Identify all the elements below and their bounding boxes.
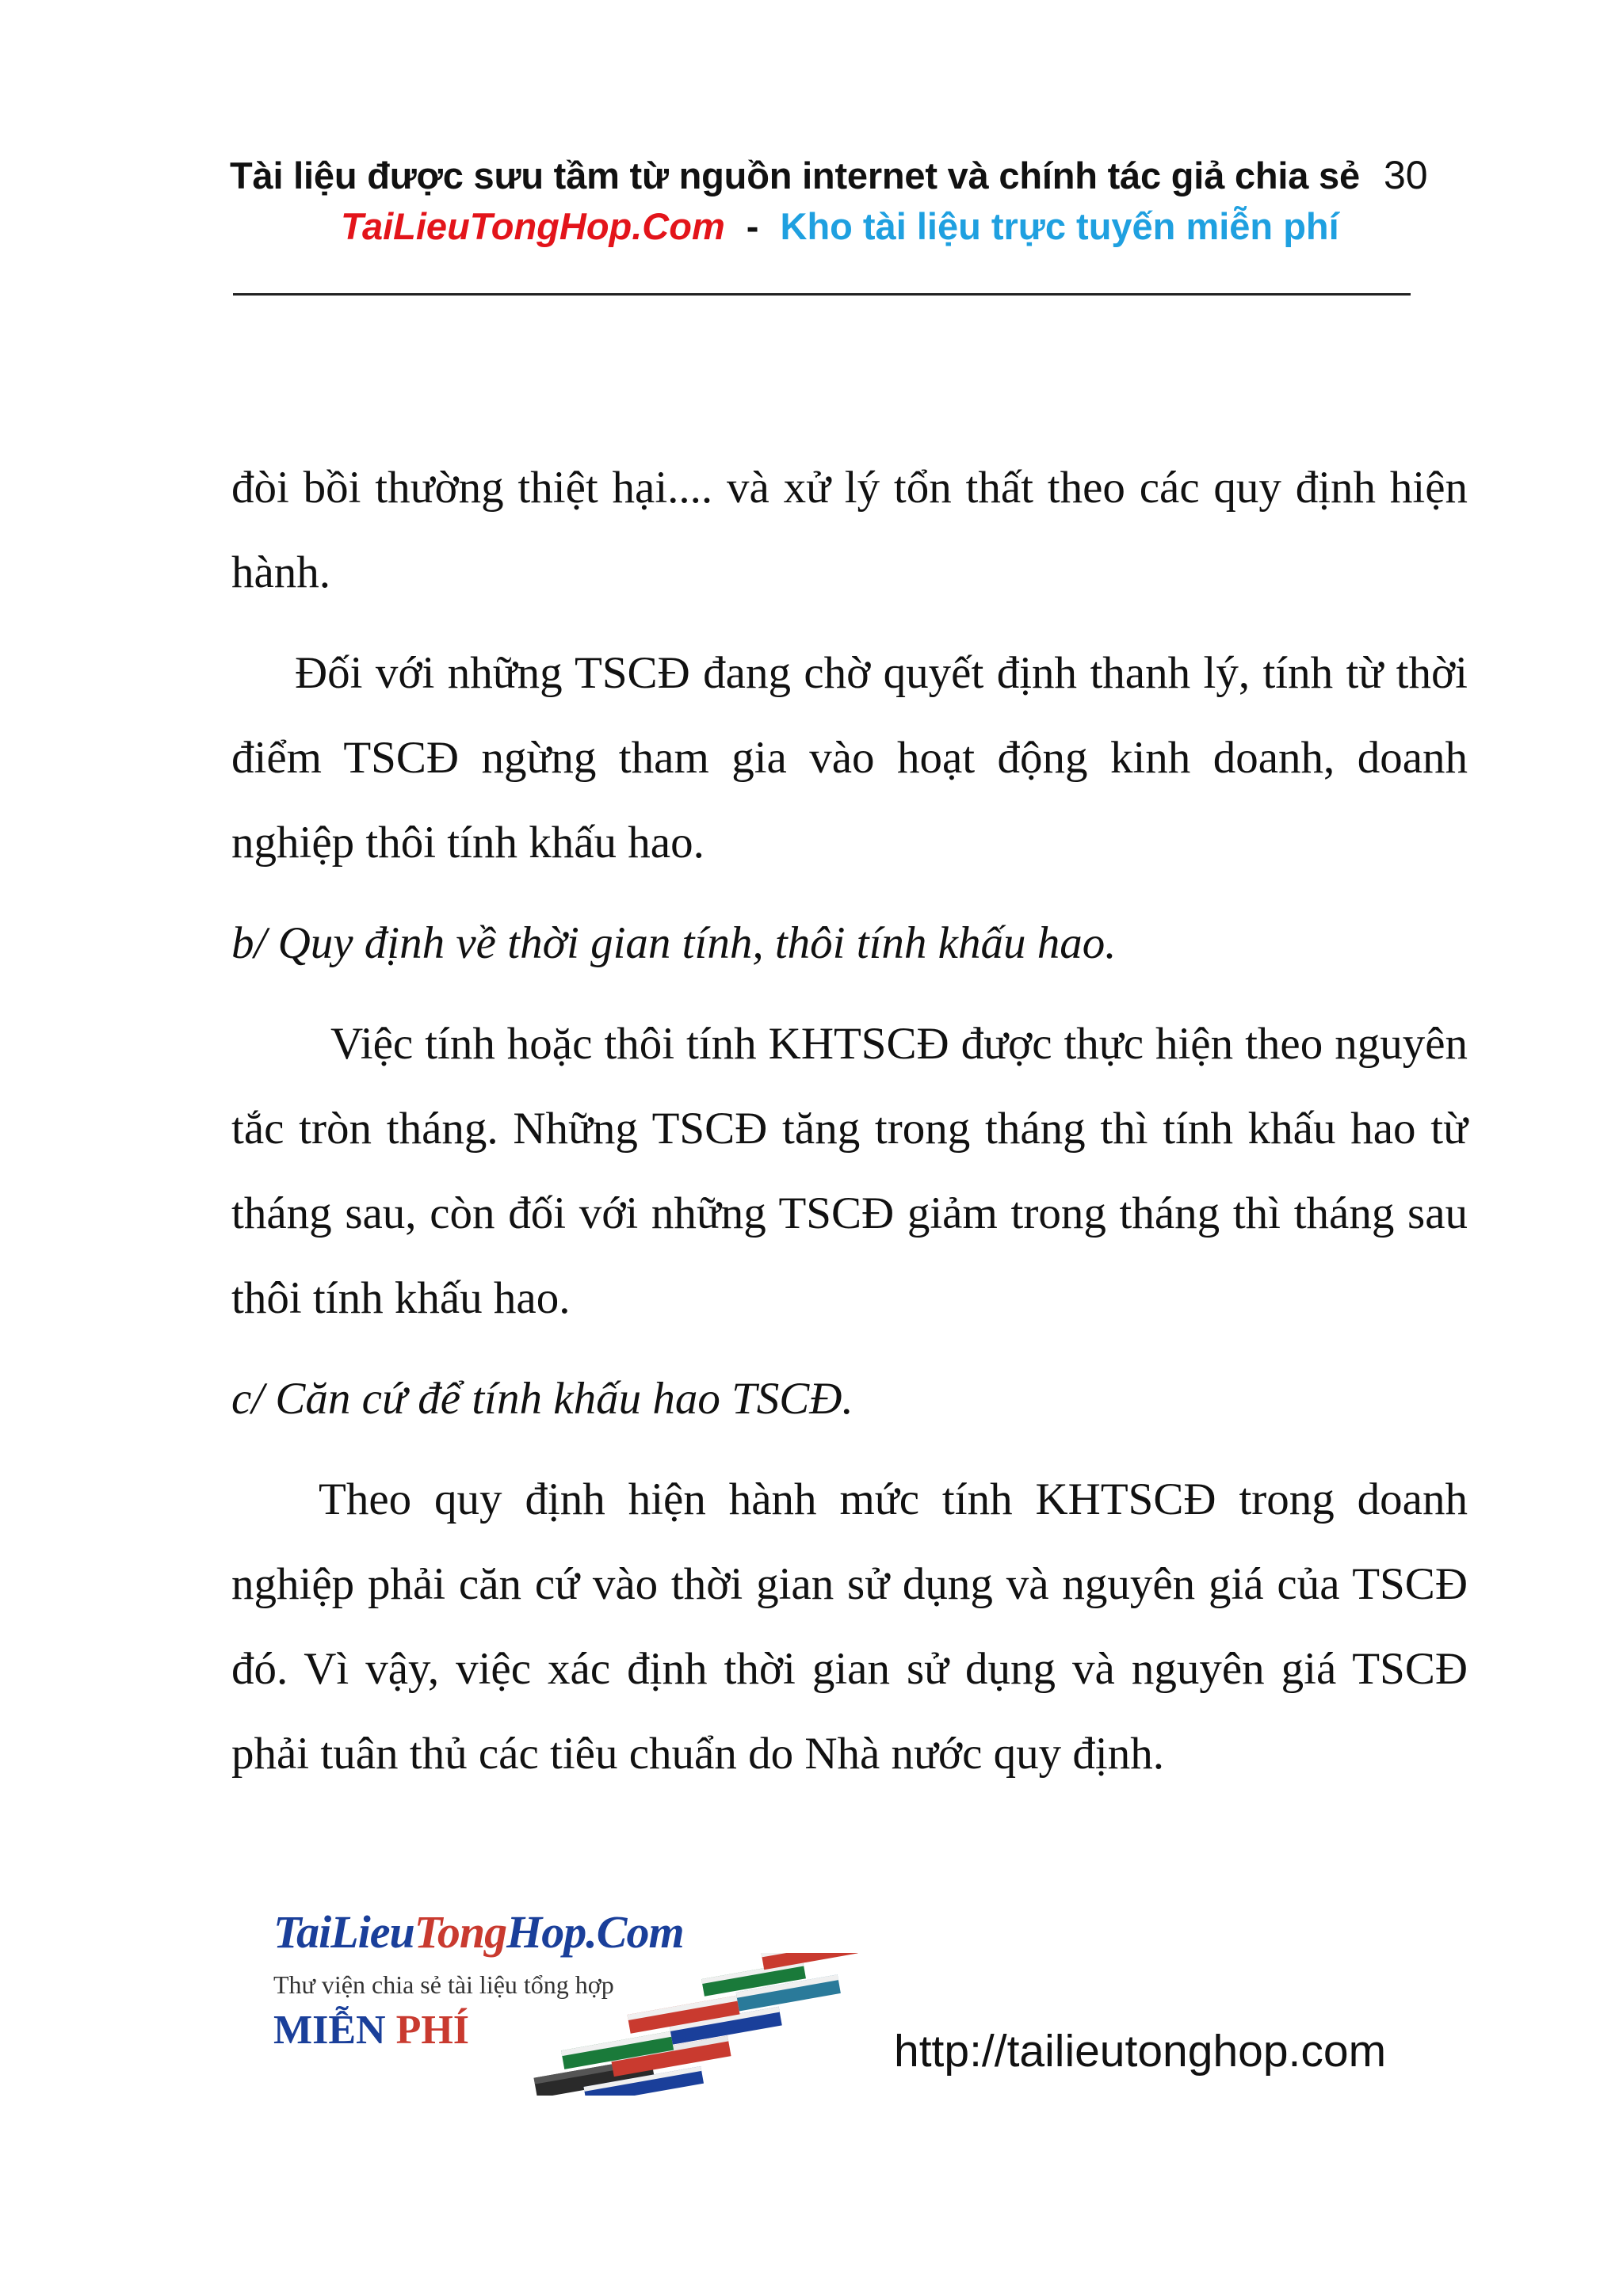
header-site-name: TaiLieuTongHop.Com xyxy=(341,205,725,247)
header-line-2 xyxy=(341,204,1482,248)
footer-url[interactable]: http://tailieutonghop.com xyxy=(894,2026,1387,2077)
header-line-1 xyxy=(230,152,1482,198)
paragraph-3: Việc tính hoặc thôi tính KHTSCĐ được thực hiện theo nguyên tắc tròn tháng. Những TSCĐ tăng trong tháng thì tính khấu hao từ tháng sau, còn đối với những TSCĐ giảm trong tháng thì tháng sau thôi tính khấu hao. xyxy=(231,1019,1468,1323)
section-heading-b: b/ Quy định về thời gian tính, thôi tính khấu hao. xyxy=(231,918,1117,968)
paragraph-2: Đối với những TSCĐ đang chờ quyết định thanh lý, tính từ thời điểm TSCĐ ngừng tham gia vào hoạt động kinh doanh, doanh nghiệp thôi tính khấu hao. xyxy=(231,648,1468,868)
header-separator: - xyxy=(746,205,759,247)
page-number: 30 xyxy=(1383,153,1428,197)
page-header xyxy=(230,152,1482,248)
logo-free-word-1: MIỄN xyxy=(273,2008,386,2053)
logo-text-part-1: TaiLieu xyxy=(273,1906,414,1958)
books-icon xyxy=(511,1953,892,2096)
header-divider xyxy=(233,293,1411,296)
logo-text-part-3: Hop.Com xyxy=(506,1906,684,1958)
header-tagline: Kho tài liệu trực tuyến miễn phí xyxy=(780,205,1339,247)
section-heading-c: c/ Căn cứ để tính khấu hao TSCĐ. xyxy=(231,1374,854,1424)
paragraph-4: Theo quy định hiện hành mức tính KHTSCĐ trong doanh nghiệp phải căn cứ vào thời gian sử dụng và nguyên giá của TSCĐ đó. Vì vậy, việc xác định thời gian sử dụng và nguyên giá TSCĐ phải tuân thủ các tiêu chuẩn do Nhà nước quy định. xyxy=(231,1474,1468,1779)
site-logo xyxy=(273,1905,892,2088)
logo-text-part-2: Tong xyxy=(414,1906,507,1958)
logo-subtitle: Thư viện chia sẻ tài liệu tổng hợp xyxy=(273,1970,614,1999)
logo-title xyxy=(273,1905,684,1958)
body-text xyxy=(231,445,1468,1796)
header-title: Tài liệu được sưu tầm từ nguồn internet và chính tác giả chia sẻ xyxy=(230,154,1360,196)
logo-free-word-2: PHÍ xyxy=(395,2008,470,2053)
paragraph-1: đòi bồi thường thiệt hại.... và xử lý tổn thất theo các quy định hiện hành. xyxy=(231,463,1468,597)
logo-free-label xyxy=(273,2007,469,2054)
